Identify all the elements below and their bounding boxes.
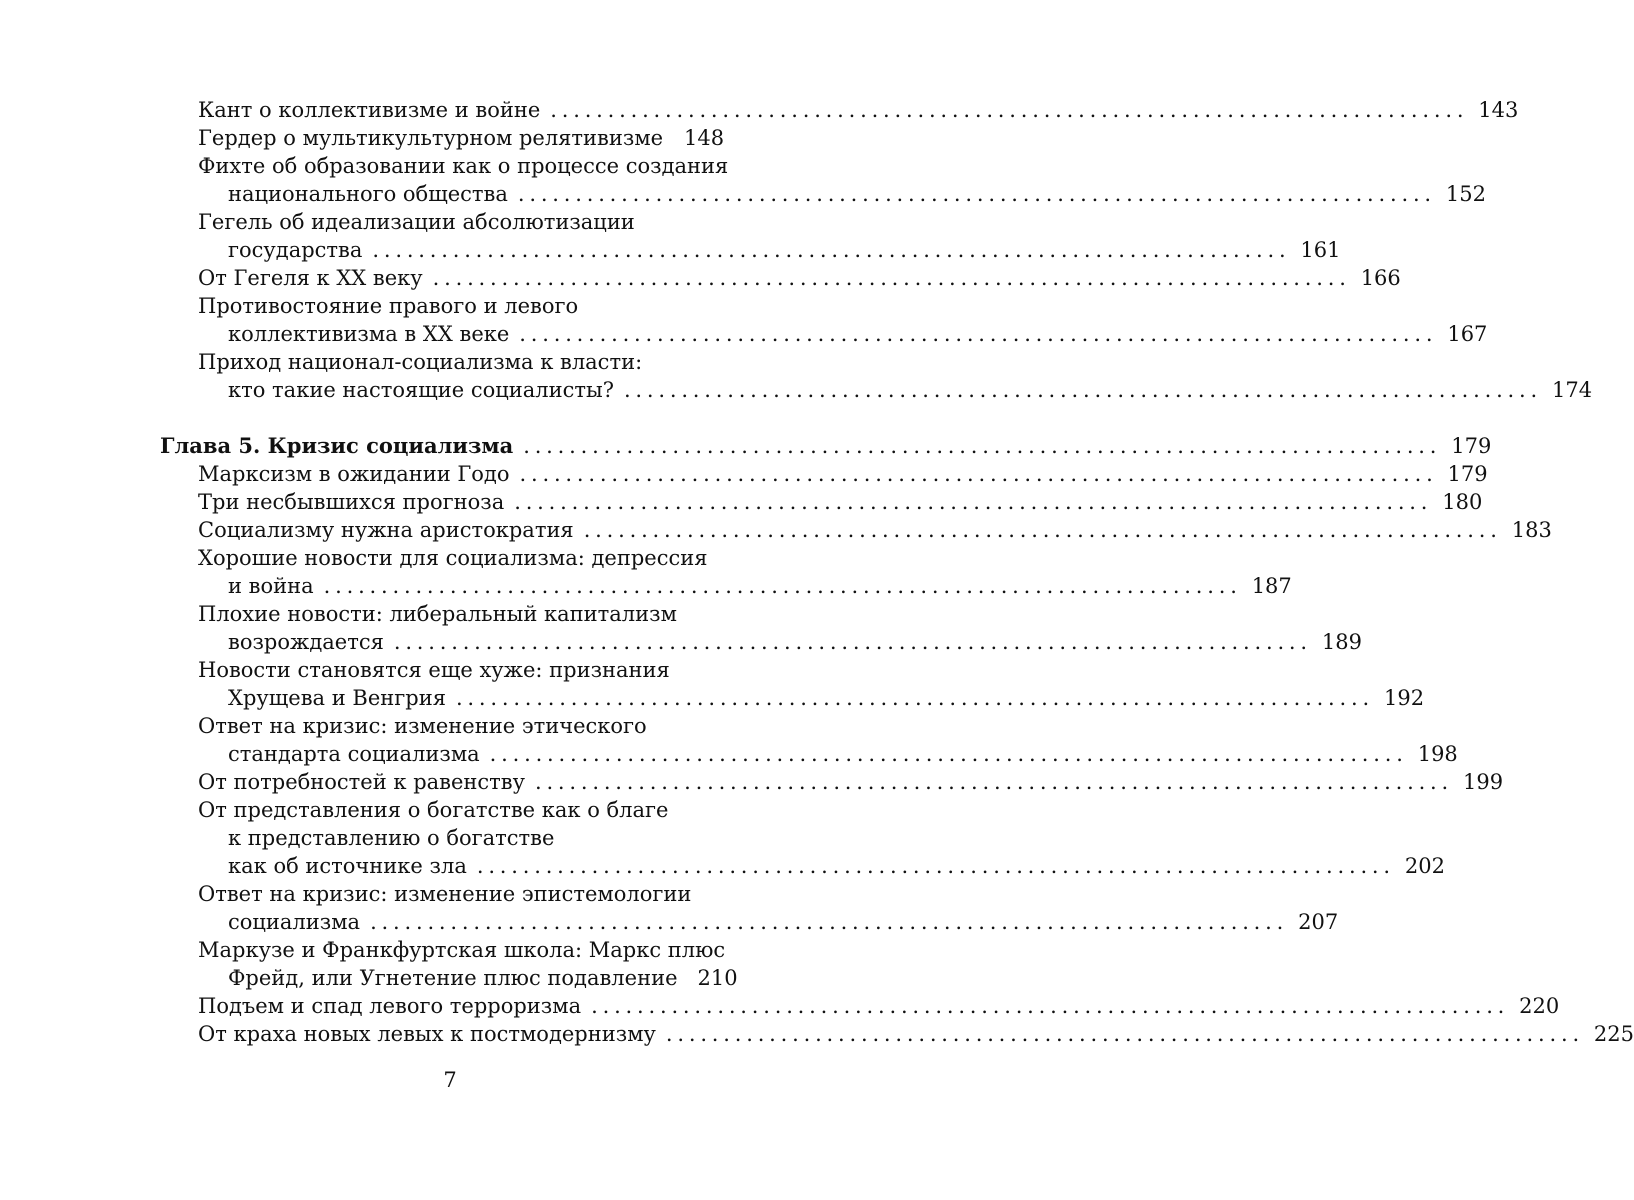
- leader-dots: ................................................................................: [323, 574, 1242, 598]
- toc-entry: [160, 124, 725, 152]
- toc-entry-title: Фихте об образовании как о процессе создания: [198, 154, 729, 178]
- toc-entry-page: 167: [1447, 322, 1488, 346]
- page-number: 7: [443, 1068, 457, 1092]
- table-of-contents: [160, 96, 1634, 1048]
- toc-entry-page: 180: [1442, 490, 1483, 514]
- toc-entry: [160, 460, 1488, 488]
- toc-entry-line: [198, 796, 720, 824]
- leader-dots: ................................................................................: [393, 630, 1312, 654]
- toc-entry-page: 183: [1511, 518, 1552, 542]
- toc-entry-title: как об источнике зла: [228, 854, 467, 878]
- toc-entry-line: [198, 628, 1362, 656]
- toc-entry-title: возрождается: [228, 630, 384, 654]
- leader-dots: ................................................................................: [534, 770, 1453, 794]
- toc-entry: [160, 712, 1458, 768]
- toc-entry: [160, 1020, 1634, 1048]
- toc-entry-page: 161: [1300, 238, 1341, 262]
- toc-entry: [160, 768, 1504, 796]
- toc-entry-page: 189: [1321, 630, 1362, 654]
- toc-entry-line: [198, 852, 1445, 880]
- toc-entry: [160, 348, 1593, 404]
- toc-entry-line: [198, 740, 1458, 768]
- toc-entry-page: 148: [684, 126, 725, 150]
- toc-entry: [160, 656, 1425, 712]
- toc-entry-title: национального общества: [228, 182, 508, 206]
- toc-entry-line: [198, 908, 1339, 936]
- toc-entry: [160, 292, 1488, 348]
- toc-entry-line: [198, 292, 720, 320]
- toc-section-part2: [160, 460, 1634, 1048]
- toc-entry-page: 143: [1478, 98, 1519, 122]
- toc-entry: [160, 516, 1552, 544]
- toc-entry-line: [198, 544, 720, 572]
- toc-entry-line: [198, 572, 1292, 600]
- toc-entry-title: Социализму нужна аристократия: [198, 518, 574, 542]
- toc-entry-line: [198, 936, 726, 964]
- leader-dots: ................................................................................: [591, 994, 1510, 1018]
- leader-dots: ................................................................................: [370, 910, 1289, 934]
- toc-entry-line: [198, 460, 1488, 488]
- toc-entry-title: Плохие новости: либеральный капитализм: [198, 602, 677, 626]
- toc-entry-page: 192: [1383, 686, 1425, 710]
- toc-entry-line: [198, 264, 1401, 292]
- toc-entry-title: Гегель об идеализации абсолютизации: [198, 210, 635, 234]
- toc-entry-line: [198, 516, 1552, 544]
- toc-entry-title: Три несбывшихся прогноза: [198, 490, 505, 514]
- toc-entry: [160, 152, 1486, 208]
- toc-entry: [160, 796, 1445, 880]
- leader-dots: ................................................................................: [455, 686, 1374, 710]
- toc-entry-title: Ответ на кризис: изменение эпистемологии: [198, 882, 692, 906]
- toc-entry-title: От Гегеля к XX веку: [198, 266, 423, 290]
- toc-entry-line: [198, 320, 1488, 348]
- chapter-title: Глава 5. Кризис социализма: [160, 433, 514, 458]
- toc-entry-page: 166: [1360, 266, 1401, 290]
- toc-entry-page: 225: [1593, 1022, 1634, 1046]
- toc-entry-title: коллективизма в XX веке: [228, 322, 510, 346]
- toc-entry-line: [198, 96, 1519, 124]
- leader-dots: ................................................................................: [519, 322, 1438, 346]
- toc-entry-page: 199: [1463, 770, 1504, 794]
- toc-entry-title: От представления о богатстве как о благе: [198, 798, 669, 822]
- toc-entry-line: [198, 600, 720, 628]
- toc-entry-line: [198, 656, 720, 684]
- toc-entry-line: [198, 152, 729, 180]
- toc-entry-page: 220: [1519, 994, 1560, 1018]
- toc-entry-title: государства: [228, 238, 363, 262]
- toc-entry-title: Хорошие новости для социализма: депрессия: [198, 546, 708, 570]
- toc-entry-title: Маркузе и Франкфуртская школа: Маркс плюс: [198, 938, 726, 962]
- section-gap: [160, 404, 720, 432]
- leader-dots: ................................................................................: [523, 434, 1442, 458]
- leader-dots: ................................................................................: [583, 518, 1502, 542]
- toc-entry-title: Марксизм в ожидании Годо: [198, 462, 510, 486]
- toc-entry-title: Фрейд, или Угнетение плюс подавление: [228, 966, 678, 990]
- leader-dots: ................................................................................: [489, 742, 1408, 766]
- toc-entry-line: [198, 684, 1425, 712]
- toc-entry-line: [198, 712, 720, 740]
- toc-entry-page: 198: [1417, 742, 1458, 766]
- toc-entry-page: 174: [1551, 378, 1593, 402]
- leader-dots: [673, 124, 674, 152]
- toc-entry-title: Новости становятся еще хуже: признания: [198, 658, 670, 682]
- toc-entry-title: Гердер о мультикультурном релятивизме: [198, 126, 664, 150]
- toc-entry-page: 152: [1445, 182, 1486, 206]
- toc-entry: [160, 264, 1401, 292]
- leader-dots: ................................................................................: [372, 238, 1291, 262]
- toc-entry: [160, 488, 1483, 516]
- leader-dots: ................................................................................: [623, 378, 1542, 402]
- toc-entry-line: [198, 964, 738, 992]
- toc-entry-page: 202: [1404, 854, 1445, 878]
- leader-dots: ................................................................................: [476, 854, 1395, 878]
- leader-dots: ................................................................................: [432, 266, 1351, 290]
- toc-entry-line: [198, 488, 1483, 516]
- leader-dots: ................................................................................: [550, 98, 1469, 122]
- toc-entry-page: 210: [697, 966, 738, 990]
- toc-entry: [160, 992, 1560, 1020]
- toc-entry-page: 179: [1447, 462, 1488, 486]
- leader-dots: ................................................................................: [514, 490, 1433, 514]
- toc-entry-line: [198, 236, 1341, 264]
- leader-dots: ................................................................................: [665, 1022, 1584, 1046]
- toc-entry-page: 207: [1298, 910, 1339, 934]
- toc-entry-line: [198, 880, 720, 908]
- toc-entry-title: Приход национал-социализма к власти:: [198, 350, 643, 374]
- toc-entry-title: Ответ на кризис: изменение этического: [198, 714, 647, 738]
- chapter-page: 179: [1451, 434, 1492, 458]
- toc-entry-line: [198, 824, 720, 852]
- toc-entry-line: [198, 992, 1560, 1020]
- toc-entry-line: [198, 768, 1504, 796]
- toc-entry-line: [198, 124, 725, 152]
- leader-dots: ................................................................................: [517, 182, 1436, 206]
- toc-entry-title: Хрущева и Венгрия: [228, 686, 446, 710]
- toc-entry-line: [198, 348, 720, 376]
- toc-entry-title: От краха новых левых к постмодернизму: [198, 1022, 656, 1046]
- toc-entry-title: От потребностей к равенству: [198, 770, 525, 794]
- toc-entry-title: к представлению о богатстве: [228, 826, 555, 850]
- toc-entry-title: социализма: [228, 910, 361, 934]
- toc-entry-line: [198, 376, 1593, 404]
- leader-dots: ................................................................................: [519, 462, 1438, 486]
- chapter-entry: [160, 432, 1492, 460]
- toc-entry-page: 187: [1251, 574, 1292, 598]
- toc-entry-title: Противостояние правого и левого: [198, 294, 579, 318]
- toc-entry-title: кто такие настоящие социалисты?: [228, 378, 614, 402]
- toc-section-part1: [160, 96, 1593, 404]
- toc-entry: [160, 600, 1362, 656]
- toc-entry: [160, 936, 738, 992]
- toc-entry-line: [198, 1020, 1634, 1048]
- toc-entry-line: [198, 180, 1486, 208]
- toc-entry-title: и война: [228, 574, 314, 598]
- toc-entry-title: Подъем и спад левого терроризма: [198, 994, 582, 1018]
- toc-entry: [160, 544, 1292, 600]
- toc-entry-title: Кант о коллективизме и войне: [198, 98, 541, 122]
- toc-entry-line: [198, 208, 720, 236]
- toc-entry-title: стандарта социализма: [228, 742, 480, 766]
- toc-entry: [160, 208, 1341, 264]
- toc-entry: [160, 96, 1519, 124]
- toc-entry: [160, 880, 1339, 936]
